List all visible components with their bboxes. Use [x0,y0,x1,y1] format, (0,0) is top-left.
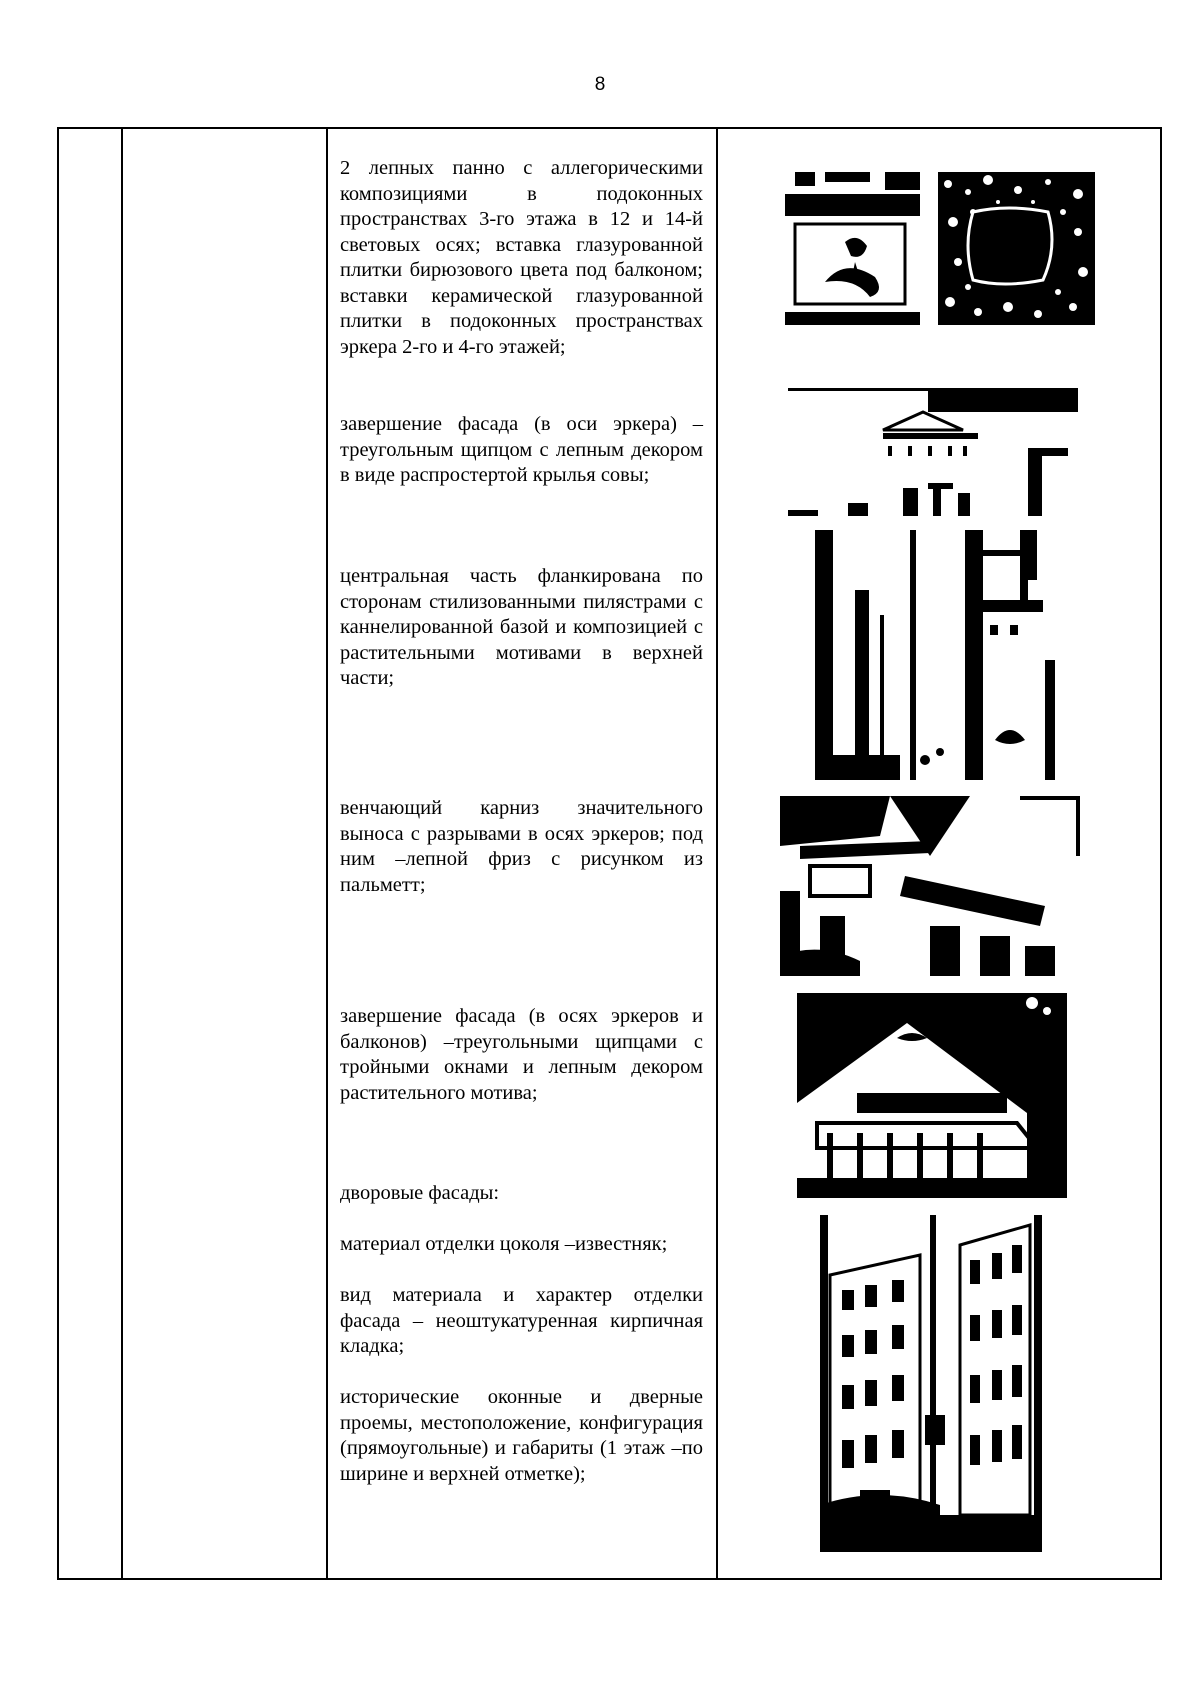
page-number: 8 [594,74,606,95]
photo-cornice [780,796,1080,976]
description-gable-owl: завершение фасада (в оси эркера) – треугольным щипцом с лепным декором в виде распростертой крылья совы; [340,413,703,486]
description-facade-material: вид материала и характер отделки фасада – неоштукатуренная кирпичная кладка; [340,1284,703,1357]
photo-relief-panel [785,172,920,325]
description-panels: 2 лепных панно с аллегорическими композициями в подоконных пространствах 3-го этажа в 12 и 14-й световых осях; вставка глазурованной плитки бирюзового цвета под балконом; вставки керамической глазурованной плитки в подоконных пространствах эркера 2-го и 4-го этажей; [340,157,703,358]
description-cornice: венчающий карниз значительного выноса с разрывами в осях эркеров; под ним –лепной фриз с рисунком из пальметт; [340,797,703,896]
column-divider-2 [326,127,328,1580]
column-divider-3 [716,127,718,1580]
description-pilasters: центральная часть фланкирована по сторонам стилизованными пилястрами с каннелированной базой и композицией с растительными мотивами в верхней части; [340,565,703,689]
column-divider-1 [121,127,123,1580]
photo-glazed-tile [938,172,1095,325]
photo-courtyard [820,1215,1042,1552]
description-courtyard-heading: дворовые фасады: [340,1182,500,1204]
description-openings: исторические оконные и дверные проемы, местоположение, конфигурация (прямоугольные) и габариты (1 этаж –по ширине и верхней отметке); [340,1386,703,1485]
photo-pilasters [815,530,1055,780]
photo-owl-gable [788,388,1078,516]
description-gables-windows: завершение фасада (в осях эркеров и балконов) –треугольными щипцами с тройными окнами и лепным декором растительного мотива; [340,1005,703,1104]
photo-gables-windows [797,993,1067,1198]
description-plinth: материал отделки цоколя –известняк; [340,1233,668,1255]
